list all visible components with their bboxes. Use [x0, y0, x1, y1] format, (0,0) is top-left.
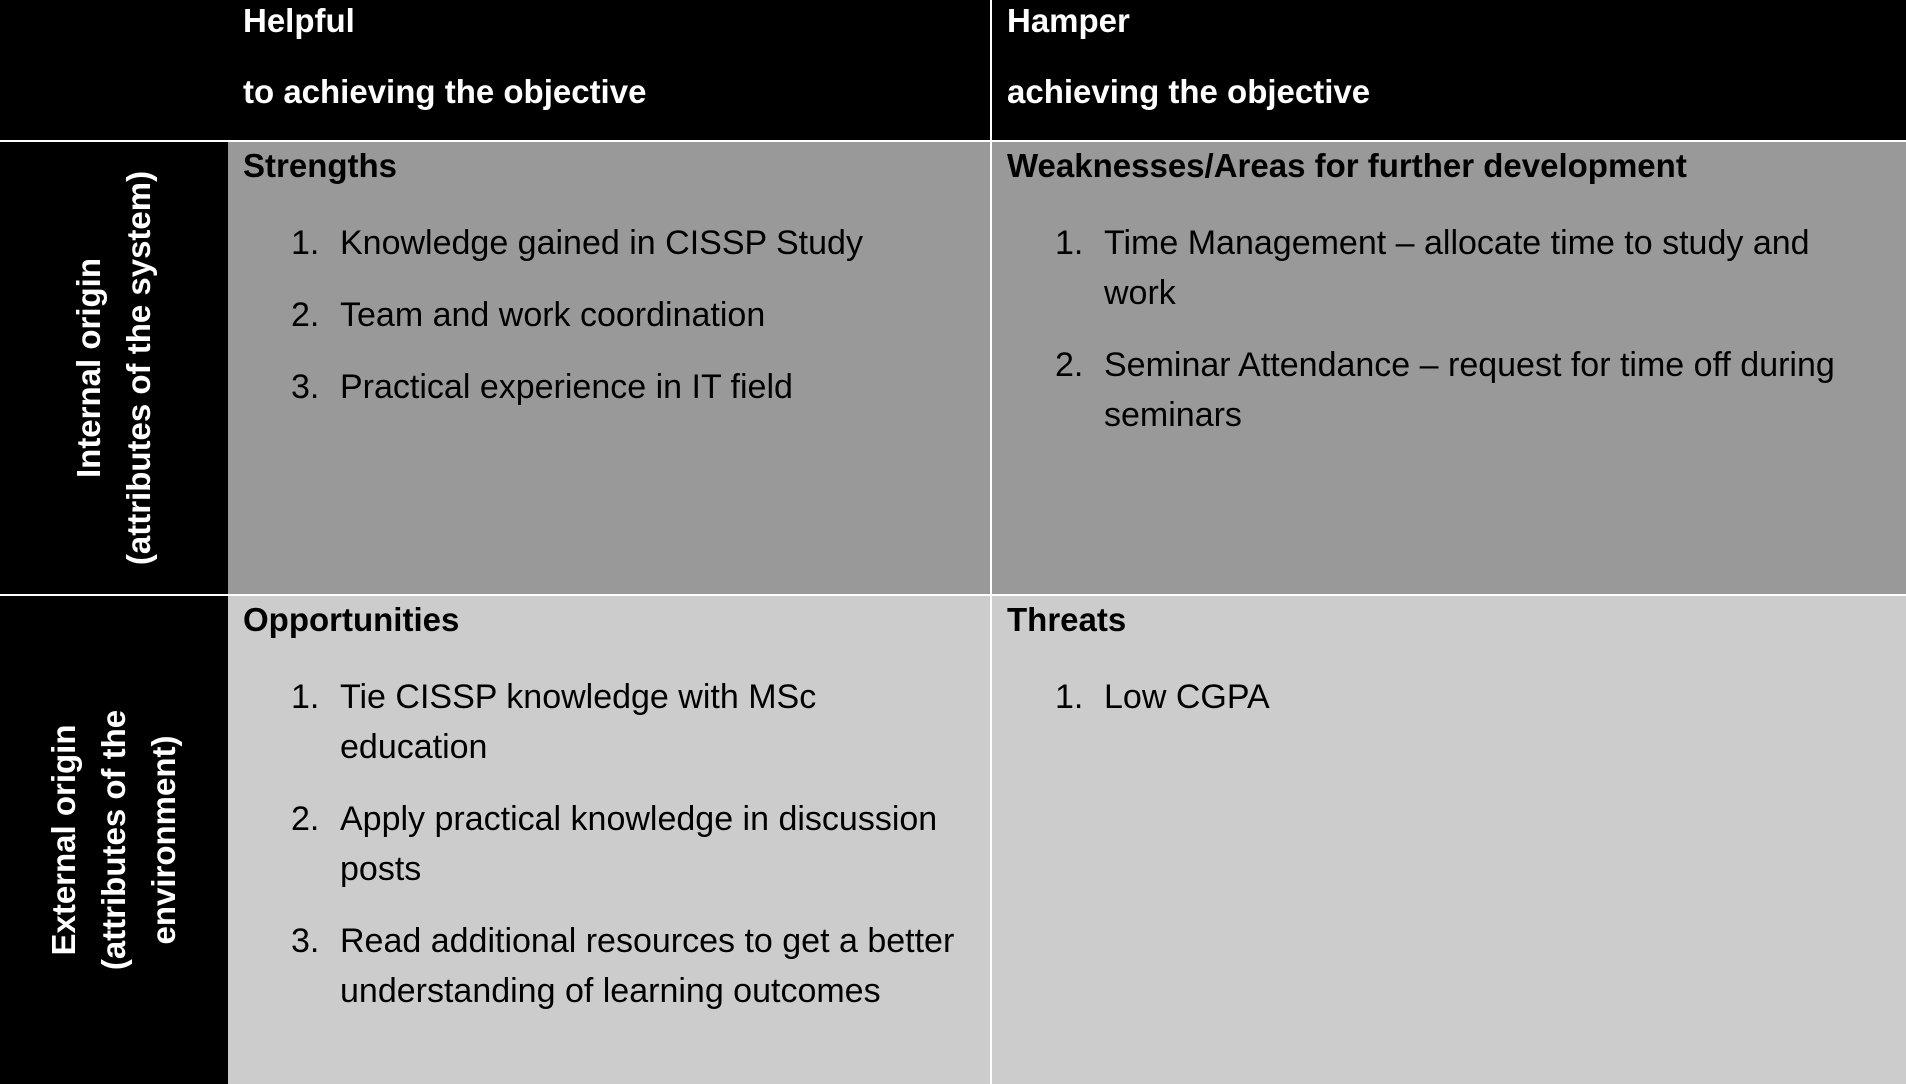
- row-header-internal-label: [64, 171, 164, 565]
- quadrant-threats: [990, 594, 1906, 1084]
- row-header-external-subtitle-1: (attributes of the: [95, 709, 132, 971]
- quadrant-title: Weaknesses/Areas for further development: [1007, 147, 1687, 184]
- list-item-number: 2.: [1055, 346, 1084, 384]
- list-item: [1055, 218, 1888, 318]
- strengths-list: [243, 218, 972, 412]
- list-item-text: Knowledge gained in CISSP Study: [340, 224, 863, 262]
- list-item: [291, 794, 972, 894]
- threats-list: [1007, 672, 1888, 722]
- row-header-internal: [0, 140, 228, 594]
- row-header-external-subtitle-2: environment): [145, 735, 182, 945]
- quadrant-title: Strengths: [243, 147, 398, 184]
- column-header-hamper-title: Hamper: [1007, 2, 1130, 39]
- list-item: [291, 362, 972, 412]
- quadrant-title: Threats: [1007, 601, 1127, 638]
- column-header-helpful-subtitle: to achieving the objective: [243, 73, 647, 110]
- row-header-external-title: External origin: [45, 724, 82, 956]
- list-item-text: Read additional resources to get a better understanding of learning outcomes: [340, 922, 955, 1010]
- list-item-text: Apply practical knowledge in discussion posts: [340, 800, 938, 888]
- row-header-internal-subtitle: (attributes of the system): [120, 170, 157, 566]
- row-header-external-label: [39, 710, 189, 970]
- quadrant-weaknesses: [990, 140, 1906, 594]
- list-item-number: 1.: [291, 224, 320, 262]
- column-header-hamper: [990, 0, 1906, 140]
- list-item: [291, 672, 972, 772]
- list-item-number: 2.: [291, 296, 320, 334]
- list-item: [291, 290, 972, 340]
- list-item-number: 2.: [291, 800, 320, 838]
- list-item-text: Practical experience in IT field: [340, 368, 793, 406]
- list-item-number: 1.: [291, 678, 320, 716]
- list-item-number: 3.: [291, 368, 320, 406]
- quadrant-opportunities: [228, 594, 990, 1084]
- corner-cell: [0, 0, 228, 140]
- list-item: [1055, 340, 1888, 440]
- list-item-number: 1.: [1055, 678, 1084, 716]
- list-item: [291, 218, 972, 268]
- opportunities-list: [243, 672, 972, 1016]
- column-header-helpful: [228, 0, 990, 140]
- list-item-text: Time Management – allocate time to study and work: [1104, 224, 1810, 312]
- quadrant-strengths: [228, 140, 990, 594]
- list-item-number: 3.: [291, 922, 320, 960]
- weaknesses-list: [1007, 218, 1888, 440]
- list-item-text: Team and work coordination: [340, 296, 766, 334]
- column-header-hamper-subtitle: achieving the objective: [1007, 73, 1371, 110]
- list-item-text: Low CGPA: [1104, 678, 1270, 716]
- list-item: [291, 916, 972, 1016]
- list-item: [1055, 672, 1888, 722]
- column-header-helpful-title: Helpful: [243, 2, 355, 39]
- list-item-text: Seminar Attendance – request for time off during seminars: [1104, 346, 1835, 434]
- list-item-number: 1.: [1055, 224, 1084, 262]
- list-item-text: Tie CISSP knowledge with MSc education: [340, 678, 817, 766]
- quadrant-title: Opportunities: [243, 601, 460, 638]
- row-header-external: [0, 594, 228, 1084]
- row-header-internal-title: Internal origin: [70, 257, 107, 479]
